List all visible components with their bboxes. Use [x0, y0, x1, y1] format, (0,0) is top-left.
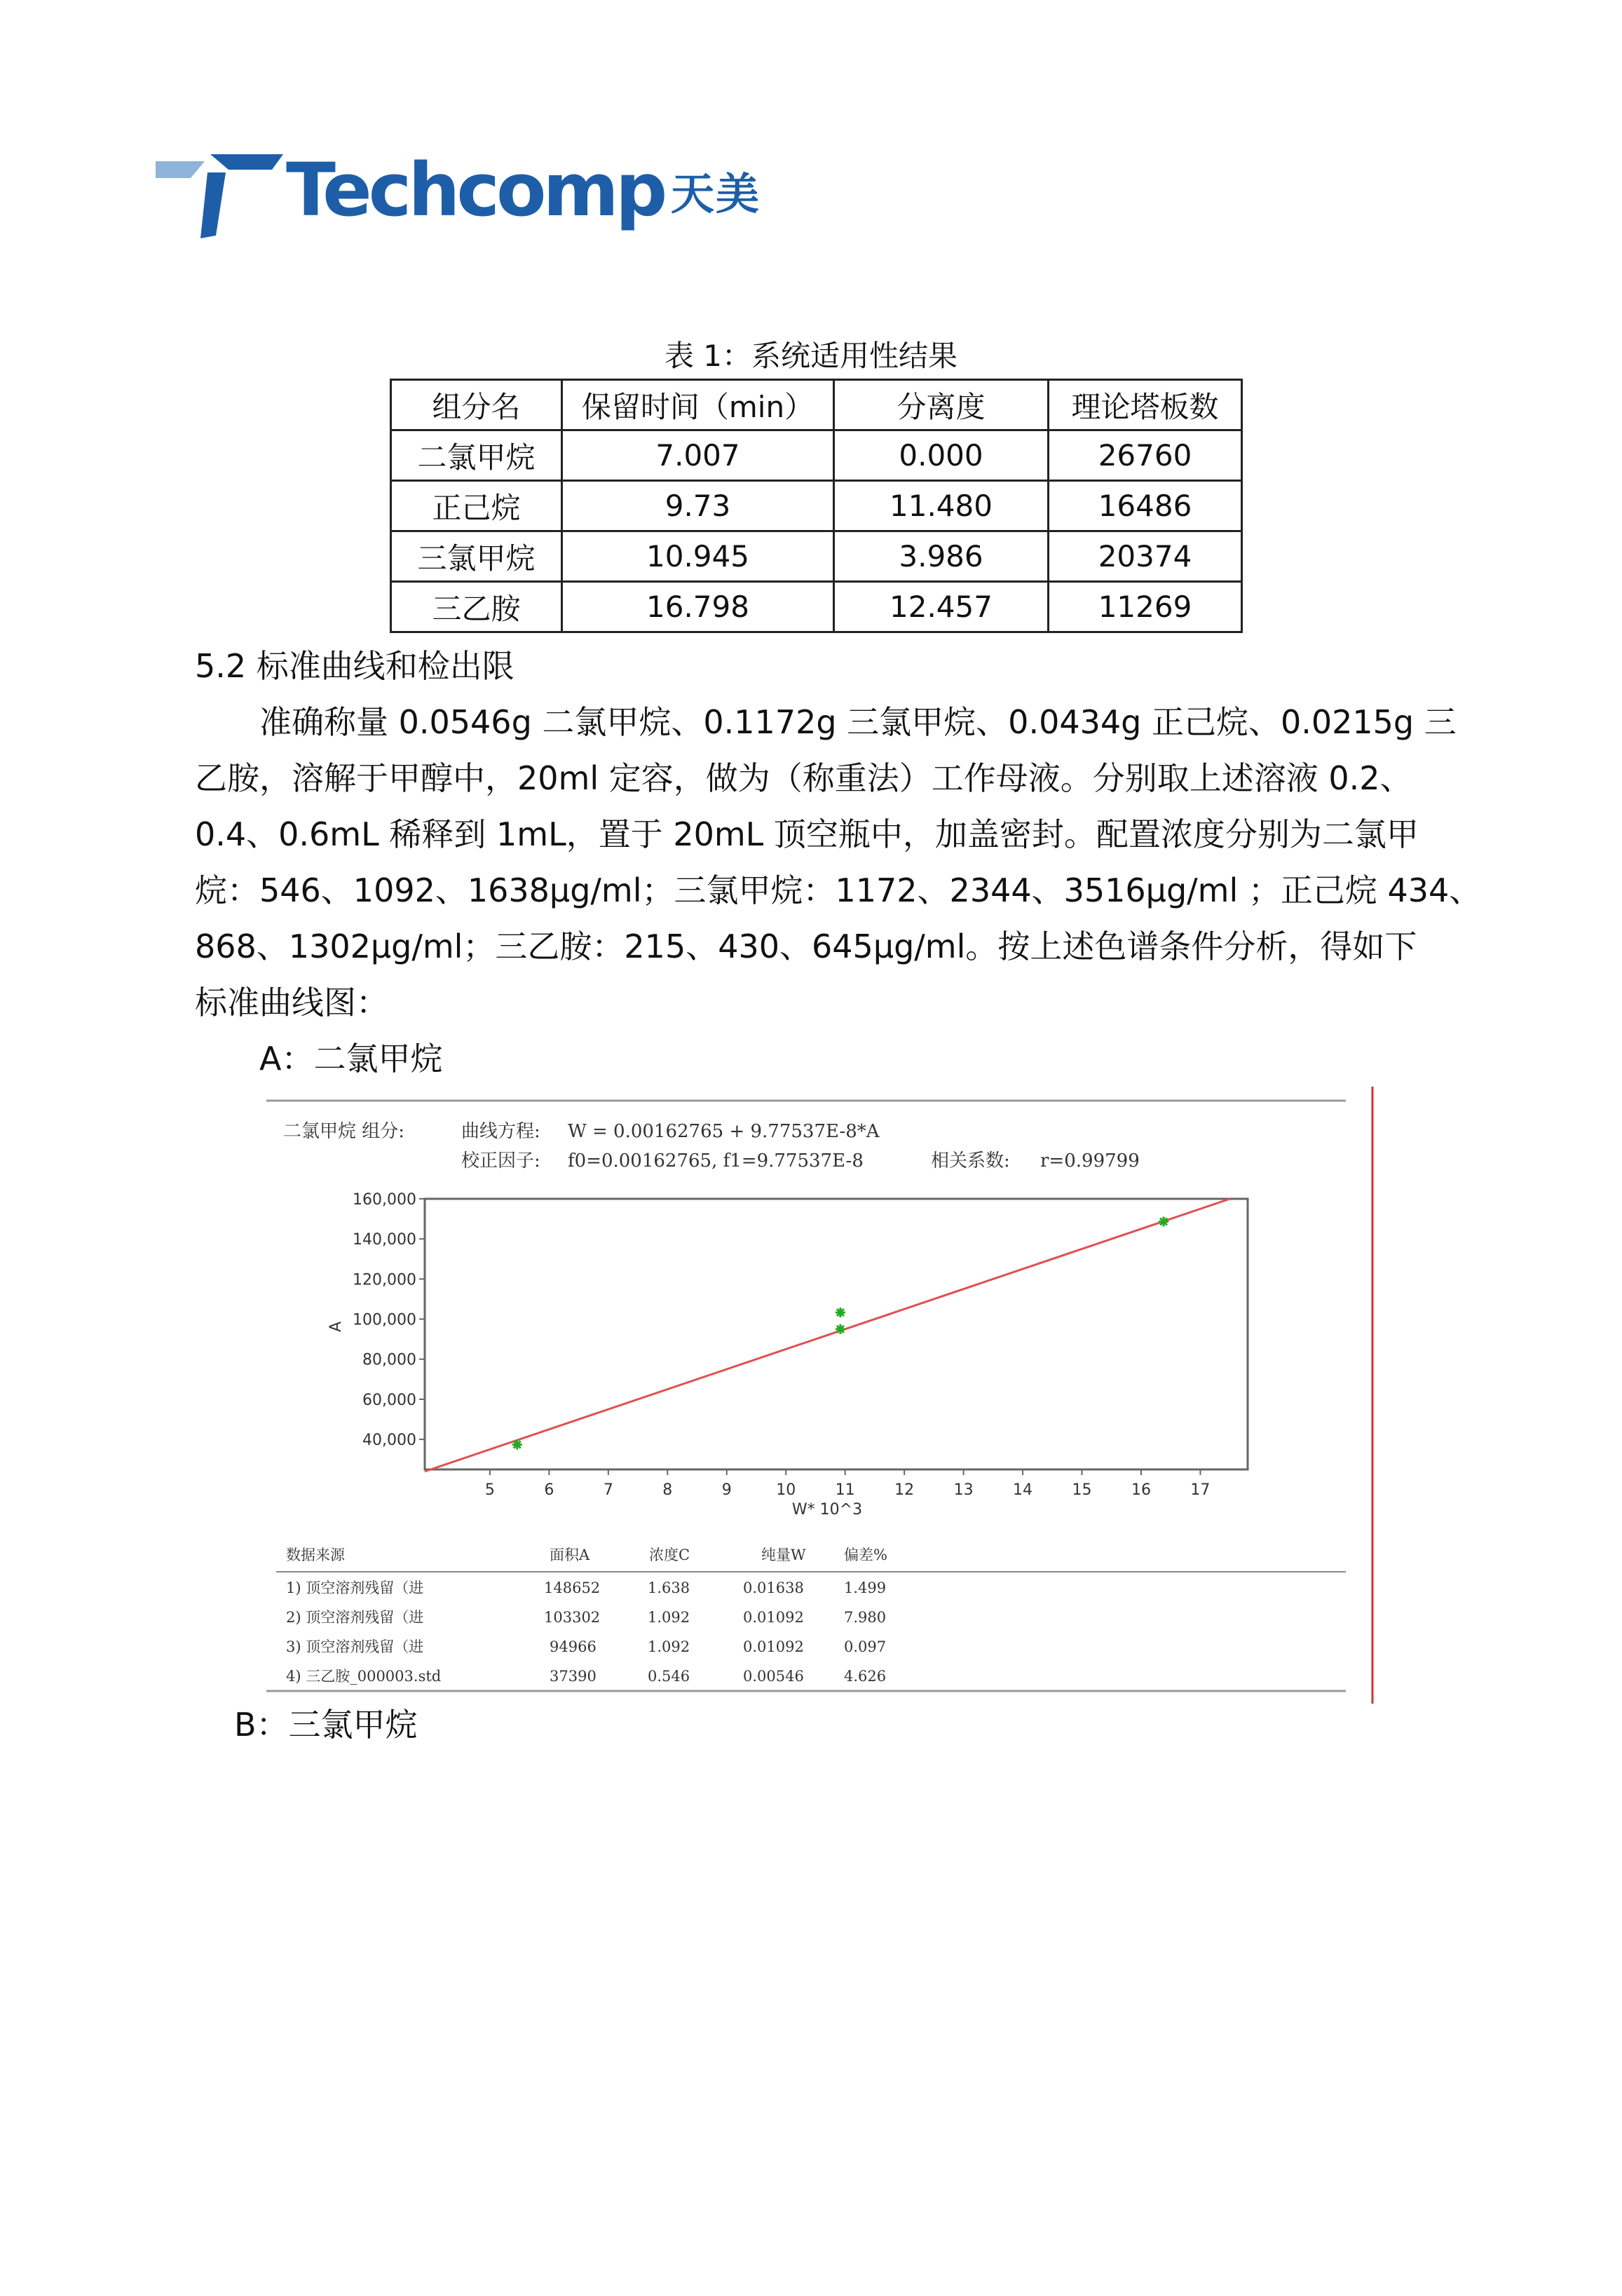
- component-label: 二氯甲烷 组分:: [283, 1121, 405, 1142]
- section-heading: 5.2 标准曲线和检出限: [195, 647, 514, 685]
- subheading-a: A：二氯甲烷: [259, 1040, 443, 1078]
- y-tick-label: 140,000: [353, 1231, 416, 1249]
- data-point: [836, 1324, 845, 1334]
- table-cell: 16486: [1049, 481, 1242, 531]
- y-tick-label: 40,000: [362, 1432, 416, 1450]
- table-cell: 11269: [1049, 582, 1242, 632]
- table-cell: 0.000: [834, 430, 1049, 481]
- y-axis-label: A: [327, 1321, 345, 1332]
- data-point: [1159, 1216, 1168, 1226]
- calibration-figure: [266, 1087, 1388, 1704]
- table-cell: 12.457: [834, 582, 1049, 632]
- y-axis: [353, 1191, 425, 1449]
- y-tick-label: 160,000: [353, 1191, 416, 1209]
- data-table-cell: 148652: [544, 1580, 601, 1596]
- data-table-cell: 1.092: [648, 1638, 690, 1655]
- data-table-header: 纯量W: [761, 1547, 806, 1563]
- y-tick-label: 60,000: [362, 1391, 416, 1409]
- y-tick-label: 100,000: [353, 1311, 416, 1329]
- logo-brand-cn: 天美: [671, 168, 761, 219]
- factors-label: 校正因子:: [461, 1150, 540, 1171]
- data-table-cell: 0.00546: [743, 1668, 804, 1685]
- data-table-cell: 1.499: [844, 1580, 887, 1596]
- x-tick-label: 16: [1131, 1481, 1151, 1499]
- paragraph-line: 烷：546、1092、1638μg/ml；三氯甲烷：1172、2344、3516μg/ml ；正己烷 434、: [195, 871, 1482, 909]
- x-tick-label: 8: [662, 1481, 673, 1499]
- table-cell: 3.986: [834, 531, 1049, 582]
- data-point: [512, 1440, 522, 1450]
- table-row: [391, 582, 1242, 632]
- corr-label: 相关系数:: [931, 1150, 1010, 1171]
- x-tick-label: 9: [721, 1481, 732, 1499]
- table-cell: 二氯甲烷: [391, 430, 562, 481]
- equation-text: W = 0.00162765 + 9.77537E-8*A: [568, 1121, 880, 1142]
- data-point: [836, 1307, 845, 1317]
- data-table-cell: 94966: [550, 1638, 597, 1655]
- y-tick-label: 80,000: [362, 1351, 416, 1369]
- table-cell: 16.798: [562, 582, 834, 632]
- data-table-cell: 2) 顶空溶剂残留（进: [286, 1609, 424, 1626]
- y-tick-label: 120,000: [353, 1271, 416, 1289]
- table-cell: 三乙胺: [391, 582, 562, 632]
- data-table-header: 偏差%: [844, 1547, 887, 1563]
- data-table-cell: 0.01092: [743, 1609, 804, 1626]
- data-source-table: [276, 1547, 1346, 1685]
- paragraph-line: 868、1302μg/ml；三乙胺：215、430、645μg/ml。按上述色谱条件分析，得如下: [195, 928, 1417, 965]
- data-table-header: 数据来源: [286, 1547, 345, 1563]
- table-cell: 正己烷: [391, 481, 562, 531]
- x-tick-label: 10: [776, 1481, 796, 1499]
- data-table-cell: 37390: [550, 1668, 597, 1685]
- header-cell: 组分名: [391, 380, 562, 430]
- x-tick-label: 17: [1190, 1481, 1211, 1499]
- data-table-header: 面积A: [550, 1547, 590, 1563]
- data-table-cell: 3) 顶空溶剂残留（进: [286, 1638, 424, 1655]
- data-table-cell: 4.626: [844, 1668, 887, 1685]
- data-table-cell: 1.092: [648, 1609, 690, 1626]
- x-tick-label: 12: [894, 1481, 915, 1499]
- data-points: [512, 1216, 1168, 1449]
- table-cell: 20374: [1049, 531, 1242, 582]
- fit-line: [425, 1199, 1230, 1472]
- table-cell: 三氯甲烷: [391, 531, 562, 582]
- data-table-cell: 103302: [544, 1609, 601, 1626]
- x-tick-label: 11: [835, 1481, 855, 1499]
- data-table-cell: 0.546: [648, 1668, 690, 1685]
- table-cell: 7.007: [562, 430, 834, 481]
- data-table-cell: 1.638: [648, 1580, 690, 1596]
- x-axis: [485, 1469, 1211, 1499]
- system-suitability-table: [390, 379, 1243, 633]
- table-row: [391, 481, 1242, 531]
- paragraph-line: 乙胺，溶解于甲醇中，20ml 定容，做为（称重法）工作母液。分别取上述溶液 0.2、: [195, 759, 1412, 797]
- table-cell: 11.480: [834, 481, 1049, 531]
- data-table-cell: 7.980: [844, 1609, 887, 1626]
- x-tick-label: 6: [544, 1481, 554, 1499]
- table-caption: 表 1：系统适用性结果: [664, 339, 958, 373]
- table-cell: 10.945: [562, 531, 834, 582]
- paragraph-line: 0.4、0.6mL 稀释到 1mL，置于 20mL 顶空瓶中，加盖密封。配置浓度分别为二氯甲: [195, 815, 1419, 853]
- calibration-plot: [327, 1191, 1248, 1519]
- techcomp-mark-icon: [156, 151, 289, 243]
- table-row: [391, 430, 1242, 481]
- data-table-cell: 0.097: [844, 1638, 887, 1655]
- x-tick-label: 15: [1072, 1481, 1092, 1499]
- header-cell: 分离度: [834, 380, 1049, 430]
- paragraph-line: 标准曲线图：: [195, 984, 388, 1021]
- equation-label: 曲线方程:: [461, 1121, 540, 1142]
- data-table-cell: 0.01092: [743, 1638, 804, 1655]
- table-cell: 9.73: [562, 481, 834, 531]
- header-cell: 理论塔板数: [1049, 380, 1242, 430]
- techcomp-logo: [156, 149, 772, 247]
- subheading-b: B：三氯甲烷: [234, 1706, 418, 1744]
- data-table-cell: 0.01638: [743, 1580, 804, 1596]
- data-table-cell: 1) 顶空溶剂残留（进: [286, 1580, 424, 1596]
- factors-text: f0=0.00162765, f1=9.77537E-8: [568, 1150, 864, 1171]
- table-header-row: [391, 380, 1242, 430]
- x-axis-label: W* 10^3: [791, 1501, 863, 1519]
- x-tick-label: 13: [953, 1481, 974, 1499]
- table-cell: 26760: [1049, 430, 1242, 481]
- data-table-header: 浓度C: [649, 1547, 690, 1563]
- x-tick-label: 14: [1013, 1481, 1033, 1499]
- x-tick-label: 5: [484, 1481, 495, 1499]
- header-cell: 保留时间（min）: [562, 380, 834, 430]
- data-table-cell: 4) 三乙胺_000003.std: [286, 1668, 442, 1685]
- table-row: [391, 531, 1242, 582]
- paragraph-line: 准确称量 0.0546g 二氯甲烷、0.1172g 三氯甲烷、0.0434g 正己烷、0.0215g 三: [259, 703, 1457, 741]
- logo-brand-text: Techcomp: [286, 147, 665, 233]
- x-tick-label: 7: [603, 1481, 613, 1499]
- corr-value: r=0.99799: [1040, 1150, 1140, 1171]
